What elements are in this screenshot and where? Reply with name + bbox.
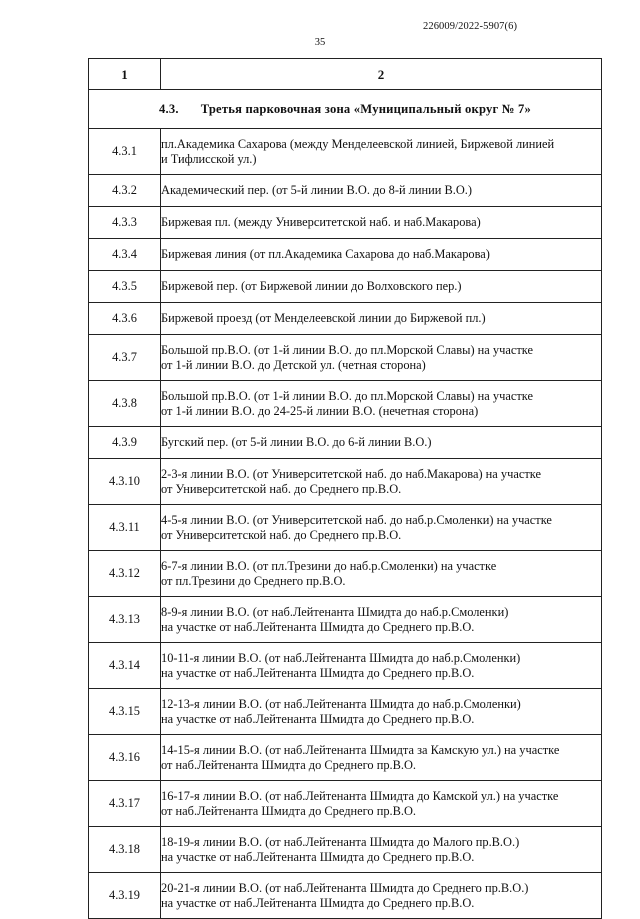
table-row <box>89 129 602 175</box>
table-row <box>89 551 602 597</box>
row-number: 4.3.2 <box>89 175 161 207</box>
row-number: 4.3.11 <box>89 505 161 551</box>
row-description <box>161 175 602 207</box>
table-row <box>89 303 602 335</box>
row-description <box>161 781 602 827</box>
zone-number: 4.3. <box>159 101 179 116</box>
row-description-line: 10-11-я линии В.О. (от наб.Лейтенанта Шмидта до наб.р.Смоленки) <box>161 650 521 665</box>
row-description-line: от наб.Лейтенанта Шмидта до Среднего пр.В.О. <box>161 757 417 772</box>
row-number: 4.3.4 <box>89 239 161 271</box>
row-description <box>161 459 602 505</box>
row-description-line: 6-7-я линии В.О. (от пл.Трезини до наб.р.Смоленки) на участке <box>161 558 497 573</box>
table-row <box>89 827 602 873</box>
row-number: 4.3.9 <box>89 427 161 459</box>
table-row <box>89 271 602 303</box>
row-description <box>161 271 602 303</box>
row-description <box>161 505 602 551</box>
table-row <box>89 427 602 459</box>
table-row <box>89 207 602 239</box>
row-number: 4.3.16 <box>89 735 161 781</box>
row-description <box>161 335 602 381</box>
row-description-line: 14-15-я линии В.О. (от наб.Лейтенанта Шмидта за Камскую ул.) на участке <box>161 742 560 757</box>
row-description-line: 2-3-я линии В.О. (от Университетской наб. до наб.Макарова) на участке <box>161 466 541 481</box>
row-description-line: Биржевой пер. (от Биржевой линии до Волховского пер.) <box>161 279 462 293</box>
table-row <box>89 597 602 643</box>
row-number: 4.3.14 <box>89 643 161 689</box>
row-description <box>161 597 602 643</box>
page-number: 35 <box>314 37 326 48</box>
row-description-line: от пл.Трезини до Среднего пр.В.О. <box>161 573 346 588</box>
row-description <box>161 689 602 735</box>
row-number: 4.3.8 <box>89 381 161 427</box>
row-description-line: 8-9-я линии В.О. (от наб.Лейтенанта Шмидта до наб.р.Смоленки) <box>161 604 509 619</box>
row-description <box>161 735 602 781</box>
row-description-line: Биржевая пл. (между Университетской наб. и наб.Макарова) <box>161 215 481 229</box>
row-number: 4.3.10 <box>89 459 161 505</box>
row-description <box>161 873 602 919</box>
row-description <box>161 207 602 239</box>
row-description-line: пл.Академика Сахарова (между Менделеевской линией, Биржевой линией <box>161 136 555 151</box>
table-row <box>89 175 602 207</box>
row-description-line: от 1-й линии В.О. до Детской ул. (четная сторона) <box>161 357 426 372</box>
table-row <box>89 781 602 827</box>
row-number: 4.3.3 <box>89 207 161 239</box>
row-description <box>161 129 602 175</box>
row-description <box>161 551 602 597</box>
row-number: 4.3.13 <box>89 597 161 643</box>
row-description-line: от 1-й линии В.О. до 24-25-й линии В.О. (нечетная сторона) <box>161 403 479 418</box>
row-description-line: Биржевая линия (от пл.Академика Сахарова до наб.Макарова) <box>161 247 490 261</box>
row-description-line: Бугский пер. (от 5-й линии В.О. до 6-й линии В.О.) <box>161 435 432 449</box>
row-number: 4.3.17 <box>89 781 161 827</box>
row-description-line: на участке от наб.Лейтенанта Шмидта до Среднего пр.В.О. <box>161 665 475 680</box>
table-header-row <box>89 59 602 90</box>
row-description-line: на участке от наб.Лейтенанта Шмидта до Среднего пр.В.О. <box>161 849 475 864</box>
row-description-line: 18-19-я линии В.О. (от наб.Лейтенанта Шмидта до Малого пр.В.О.) <box>161 834 520 849</box>
row-number: 4.3.18 <box>89 827 161 873</box>
row-description <box>161 643 602 689</box>
row-description-line: Большой пр.В.О. (от 1-й линии В.О. до пл.Морской Славы) на участке <box>161 388 533 403</box>
table-row <box>89 505 602 551</box>
row-description <box>161 239 602 271</box>
row-number: 4.3.1 <box>89 129 161 175</box>
table-row <box>89 689 602 735</box>
row-description-line: 12-13-я линии В.О. (от наб.Лейтенанта Шмидта до наб.р.Смоленки) <box>161 696 521 711</box>
row-description-line: 16-17-я линии В.О. (от наб.Лейтенанта Шмидта до Камской ул.) на участке <box>161 788 559 803</box>
row-description-line: от наб.Лейтенанта Шмидта до Среднего пр.В.О. <box>161 803 417 818</box>
row-number: 4.3.19 <box>89 873 161 919</box>
row-description-line: от Университетской наб. до Среднего пр.В.О. <box>161 481 402 496</box>
document-number: 226009/2022-5907(6) <box>423 21 518 32</box>
parking-zone-table <box>88 58 602 919</box>
row-number: 4.3.12 <box>89 551 161 597</box>
row-description-line: на участке от наб.Лейтенанта Шмидта до Среднего пр.В.О. <box>161 619 475 634</box>
table-row <box>89 735 602 781</box>
row-number: 4.3.5 <box>89 271 161 303</box>
row-description-line: Академический пер. (от 5-й линии В.О. до 8-й линии В.О.) <box>161 183 473 197</box>
zone-heading <box>89 90 602 129</box>
row-description-line: 20-21-я линии В.О. (от наб.Лейтенанта Шмидта до Среднего пр.В.О.) <box>161 880 529 895</box>
row-description-line: Биржевой проезд (от Менделеевской линии до Биржевой пл.) <box>161 311 486 325</box>
row-number: 4.3.6 <box>89 303 161 335</box>
row-description-line: и Тифлисской ул.) <box>161 151 257 166</box>
column-header-description: 2 <box>161 59 602 90</box>
column-header-number: 1 <box>89 59 161 90</box>
row-description-line: на участке от наб.Лейтенанта Шмидта до Среднего пр.В.О. <box>161 711 475 726</box>
table-row <box>89 335 602 381</box>
row-number: 4.3.15 <box>89 689 161 735</box>
row-description <box>161 381 602 427</box>
zone-heading-row <box>89 90 602 129</box>
table-row <box>89 239 602 271</box>
table-row <box>89 459 602 505</box>
row-description-line: на участке от наб.Лейтенанта Шмидта до Среднего пр.В.О. <box>161 895 475 910</box>
table-row <box>89 381 602 427</box>
row-description <box>161 427 602 459</box>
row-description-line: 4-5-я линии В.О. (от Университетской наб. до наб.р.Смоленки) на участке <box>161 512 552 527</box>
row-number: 4.3.7 <box>89 335 161 381</box>
row-description-line: от Университетской наб. до Среднего пр.В.О. <box>161 527 402 542</box>
row-description <box>161 303 602 335</box>
table-row <box>89 873 602 919</box>
row-description-line: Большой пр.В.О. (от 1-й линии В.О. до пл.Морской Славы) на участке <box>161 342 533 357</box>
row-description <box>161 827 602 873</box>
table-row <box>89 643 602 689</box>
zone-title: Третья парковочная зона «Муниципальный округ № 7» <box>200 101 531 116</box>
